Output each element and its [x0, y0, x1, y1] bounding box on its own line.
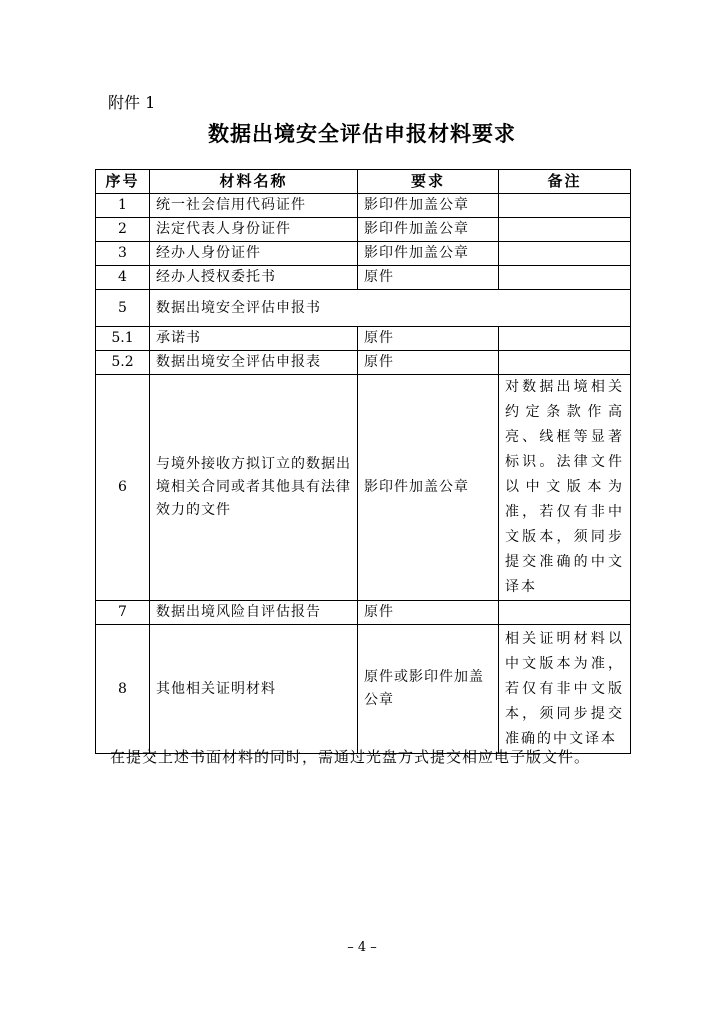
page-title: 数据出境安全评估申报材料要求 [208, 121, 516, 146]
material-remark [499, 351, 631, 375]
row-number: 5.2 [96, 351, 150, 375]
material-requirement: 原件 [358, 351, 499, 375]
row-number: 3 [96, 242, 150, 266]
row-number: 6 [96, 375, 150, 601]
material-requirement: 原件或影印件加盖公章 [358, 625, 499, 754]
table-row [96, 242, 631, 266]
material-name: 与境外接收方拟订立的数据出境相关合同或者其他具有法律效力的文件 [150, 375, 358, 601]
material-requirement: 影印件加盖公章 [358, 194, 499, 218]
row-number: 8 [96, 625, 150, 754]
material-remark [499, 218, 631, 242]
material-requirement: 原件 [358, 266, 499, 290]
material-name: 统一社会信用代码证件 [150, 194, 358, 218]
material-remark: 对数据出境相关约定条款作高亮、线框等显著标识。法律文件以中文版本为准，若仅有非中文版本，须同步提交准确的中文译本 [499, 375, 631, 601]
material-remark [499, 601, 631, 625]
page-number: – 4 – [347, 940, 377, 955]
material-requirement: 影印件加盖公章 [358, 218, 499, 242]
material-name: 数据出境安全评估申报书 [150, 290, 631, 327]
material-remark [499, 194, 631, 218]
table-header-row [96, 170, 631, 194]
material-requirement: 原件 [358, 327, 499, 351]
material-remark: 相关证明材料以中文版本为准，若仅有非中文版本，须同步提交准确的中文译本 [499, 625, 631, 754]
material-remark [499, 266, 631, 290]
material-requirement: 影印件加盖公章 [358, 375, 499, 601]
footnote: 在提交上述书面材料的同时，需通过光盘方式提交相应电子版文件。 [110, 748, 591, 766]
table-row [96, 194, 631, 218]
material-name: 经办人授权委托书 [150, 266, 358, 290]
header-requirement: 要求 [358, 170, 499, 194]
row-number: 2 [96, 218, 150, 242]
table-row [96, 290, 631, 327]
material-name: 法定代表人身份证件 [150, 218, 358, 242]
material-requirement: 影印件加盖公章 [358, 242, 499, 266]
attachment-label: 附件 1 [108, 93, 156, 112]
row-number: 5 [96, 290, 150, 327]
material-name: 数据出境安全评估申报表 [150, 351, 358, 375]
table-row [96, 266, 631, 290]
header-no: 序号 [96, 170, 150, 194]
material-remark [499, 327, 631, 351]
table-row [96, 625, 631, 754]
table-row [96, 218, 631, 242]
material-remark [499, 242, 631, 266]
material-requirement: 原件 [358, 601, 499, 625]
row-number: 5.1 [96, 327, 150, 351]
row-number: 7 [96, 601, 150, 625]
table-row [96, 375, 631, 601]
material-name: 经办人身份证件 [150, 242, 358, 266]
material-name: 数据出境风险自评估报告 [150, 601, 358, 625]
table-row [96, 327, 631, 351]
table-row [96, 601, 631, 625]
row-number: 4 [96, 266, 150, 290]
row-number: 1 [96, 194, 150, 218]
header-remark: 备注 [499, 170, 631, 194]
table-row [96, 351, 631, 375]
material-name: 其他相关证明材料 [150, 625, 358, 754]
header-name: 材料名称 [150, 170, 358, 194]
material-name: 承诺书 [150, 327, 358, 351]
materials-table [95, 169, 631, 754]
